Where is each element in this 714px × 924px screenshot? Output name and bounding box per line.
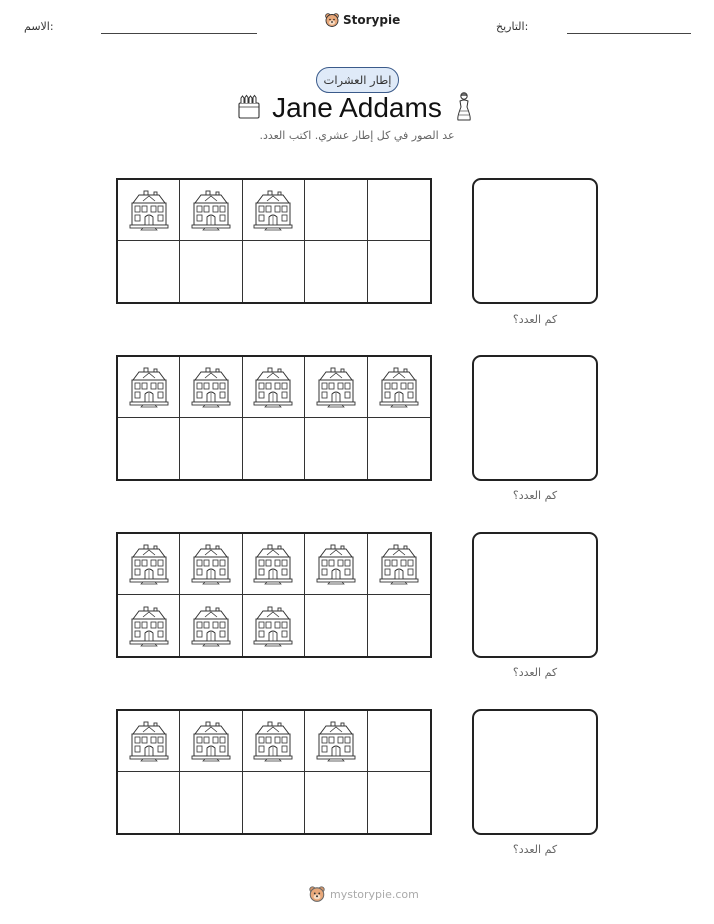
frame-cell: [305, 241, 367, 302]
frame-cell: [243, 180, 305, 241]
building-icon: [253, 189, 293, 231]
frame-cell: [180, 595, 242, 656]
frame-cell: [243, 241, 305, 302]
page-title: Jane Addams: [272, 92, 442, 123]
instruction-text: عد الصور في كل إطار عشري. اكتب العدد.: [259, 129, 455, 142]
date-line[interactable]: [567, 33, 691, 34]
bear-mascot-icon: [324, 12, 340, 28]
answer-prompt-3: كم العدد؟: [512, 666, 558, 679]
frame-cell: [118, 357, 180, 418]
building-icon: [191, 720, 231, 762]
frame-cell: [368, 534, 430, 595]
frame-cell: [118, 534, 180, 595]
frame-cell: [118, 241, 180, 302]
building-icon: [253, 543, 293, 585]
worksheet-type-pill: إطار العشرات: [316, 67, 399, 93]
frame-cell: [118, 772, 180, 833]
building-icon: [379, 543, 419, 585]
frame-cell: [243, 534, 305, 595]
frame-cell: [180, 534, 242, 595]
building-icon: [191, 366, 231, 408]
frame-cell: [243, 595, 305, 656]
frame-cell: [118, 711, 180, 772]
frame-cell: [305, 418, 367, 479]
frame-cell: [305, 357, 367, 418]
frame-cell: [243, 772, 305, 833]
date-label: التاريخ:: [496, 20, 529, 33]
frame-cell: [180, 180, 242, 241]
building-icon: [379, 366, 419, 408]
ten-frame-3: [116, 532, 432, 658]
building-icon: [253, 366, 293, 408]
building-icon: [129, 543, 169, 585]
frame-cell: [118, 418, 180, 479]
frame-cell: [118, 180, 180, 241]
woman-figure-icon: [454, 92, 474, 122]
answer-box-2[interactable]: [472, 355, 598, 481]
building-icon: [191, 605, 231, 647]
building-icon: [253, 605, 293, 647]
frame-cell: [180, 241, 242, 302]
building-icon: [316, 543, 356, 585]
frame-cell: [368, 241, 430, 302]
frame-cell: [243, 711, 305, 772]
answer-box-4[interactable]: [472, 709, 598, 835]
frame-cell: [305, 595, 367, 656]
frame-cell: [305, 711, 367, 772]
answer-box-3[interactable]: [472, 532, 598, 658]
building-icon: [129, 605, 169, 647]
building-icon: [191, 189, 231, 231]
frame-cell: [368, 357, 430, 418]
frame-cell: [368, 418, 430, 479]
frame-cell: [368, 711, 430, 772]
building-icon: [253, 720, 293, 762]
frame-cell: [243, 418, 305, 479]
name-line[interactable]: [101, 33, 257, 34]
ten-frame-1: [116, 178, 432, 304]
ten-frame-4: [116, 709, 432, 835]
frame-cell: [180, 772, 242, 833]
answer-prompt-4: كم العدد؟: [512, 843, 558, 856]
footer-url: mystorypie.com: [330, 887, 419, 901]
building-icon: [316, 720, 356, 762]
frame-cell: [368, 180, 430, 241]
answer-prompt-2: كم العدد؟: [512, 489, 558, 502]
frame-cell: [305, 534, 367, 595]
building-icon: [316, 366, 356, 408]
frame-cell: [180, 357, 242, 418]
frame-cell: [368, 772, 430, 833]
frame-cell: [180, 711, 242, 772]
footer: [308, 885, 419, 903]
frame-cell: [180, 418, 242, 479]
brand-name: Storypie: [343, 13, 401, 27]
building-icon: [191, 543, 231, 585]
frame-cell: [368, 595, 430, 656]
frame-cell: [118, 595, 180, 656]
frame-cell: [305, 772, 367, 833]
building-icon: [129, 189, 169, 231]
bear-mascot-icon: [308, 885, 326, 903]
brand-logo: [324, 12, 400, 28]
answer-box-1[interactable]: [472, 178, 598, 304]
frame-cell: [305, 180, 367, 241]
building-icon: [129, 720, 169, 762]
building-icon: [129, 366, 169, 408]
frame-cell: [243, 357, 305, 418]
ten-frame-2: [116, 355, 432, 481]
answer-prompt-1: كم العدد؟: [512, 313, 558, 326]
name-label: الاسم:: [24, 20, 54, 33]
